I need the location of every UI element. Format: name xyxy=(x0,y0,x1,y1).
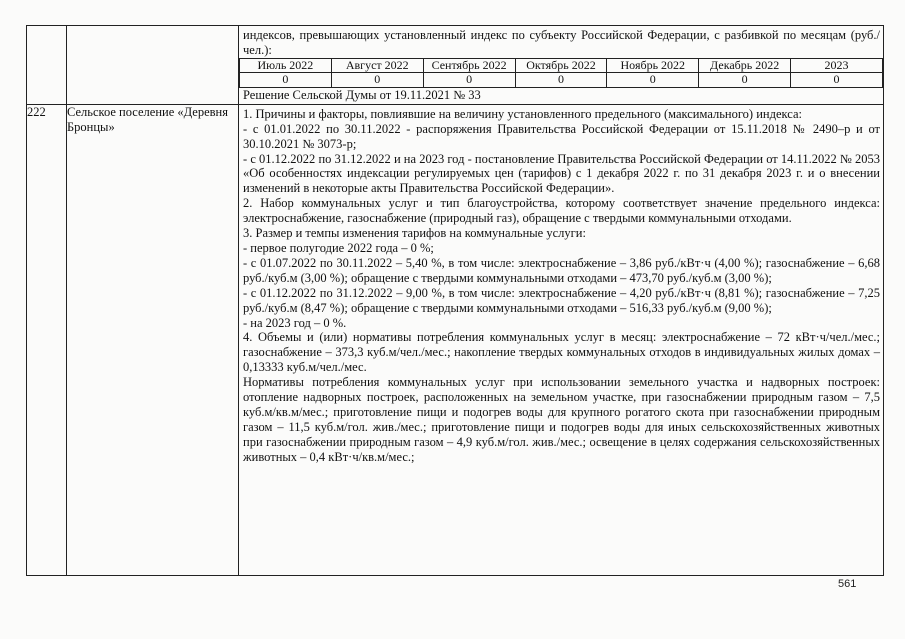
month-value: 0 xyxy=(515,73,607,88)
row-number-cell-empty xyxy=(27,26,67,105)
month-value: 0 xyxy=(699,73,791,88)
page-number: 561 xyxy=(838,578,857,590)
paragraph: - с 01.01.2022 по 30.11.2022 - распоряжения Правительства Российской Федерации от 15.11.2018 № 2490–р и от 30.10.2021 № 3073-р; xyxy=(243,121,880,151)
month-header: 2023 xyxy=(791,58,883,73)
settlement-name: Сельское поселение «Деревня Бронцы» xyxy=(67,104,239,575)
month-header: Ноябрь 2022 xyxy=(607,58,699,73)
document-table xyxy=(26,25,884,576)
month-header: Июль 2022 xyxy=(240,58,332,73)
months-table xyxy=(239,58,883,88)
month-value: 0 xyxy=(791,73,883,88)
month-header: Сентябрь 2022 xyxy=(423,58,515,73)
month-header: Декабрь 2022 xyxy=(699,58,791,73)
table-row-222 xyxy=(27,104,884,575)
paragraph: 2. Набор коммунальных услуг и тип благоустройства, которому соответствует значение предельного индекса: электроснабжение, газоснабжение (природный газ), обращение с твердыми коммунальными отходами. xyxy=(243,196,880,226)
month-value: 0 xyxy=(607,73,699,88)
content-cell xyxy=(239,26,884,105)
paragraph: 3. Размер и темпы изменения тарифов на коммунальные услуги: xyxy=(243,226,586,241)
paragraph: - на 2023 год – 0 %. xyxy=(243,315,347,330)
month-header: Октябрь 2022 xyxy=(515,58,607,73)
paragraph: Нормативы потребления коммунальных услуг при использовании земельного участка и надворных построек: отопление надворных построек, расположенных на земельном участке, при газоснабжении природным газом – 7,5 куб.м/кв.м/мес.; приготовление пищи и подогрев воды для крупного рогатого скота при газоснабжении природным газом – 11,5 куб.м/гол. жив./мес.; приготовление пищи и подогрев воды для иных сельскохозяйственных животных при газоснабжении природным газом – 4,9 куб.м/гол. жив./мес.; освещение в целях содержания сельскохозяйственных животных – 0,4 кВт·ч/кв.м/мес.; xyxy=(243,375,880,464)
paragraph: - с 01.07.2022 по 30.11.2022 – 5,40 %, в том числе: электроснабжение – 3,86 руб./кВт·ч (4,00 %); газоснабжение – 6,68 руб./куб.м (3,00 %); обращение с твердыми коммунальными отходами – 473,70 руб./куб.м (3,00 %); xyxy=(243,255,880,285)
month-value: 0 xyxy=(240,73,332,88)
paragraph: 1. Причины и факторы, повлиявшие на величину установленного предельного (максимального) индекса: xyxy=(243,106,802,121)
paragraph: - с 01.12.2022 по 31.12.2022 и на 2023 год - постановление Правительства Российской Федерации от 14.11.2022 № 2053 «Об особенностях индексации регулируемых цен (тарифов) с 1 декабря 2022 г. по 31 декабря 2023 г. и о внесении изменений в некоторые акты Правительства Российской Федерации». xyxy=(243,151,880,196)
months-values-row xyxy=(240,73,883,88)
month-value: 0 xyxy=(423,73,515,88)
table-row-previous xyxy=(27,26,884,105)
intro-text: индексов, превышающих установленный индекс по субъекту Российской Федерации, с разбивкой по месяцам (руб./чел.): xyxy=(243,28,880,57)
paragraph: - с 01.12.2022 по 31.12.2022 – 9,00 %, в том числе: электроснабжение – 4,20 руб./кВт·ч (8,81 %); газоснабжение – 7,25 руб./куб.м (8,47 %); обращение с твердыми коммунальными отходами – 516,33 руб./куб.м (9,00 %); xyxy=(243,285,880,315)
month-value: 0 xyxy=(331,73,423,88)
row-number: 222 xyxy=(27,104,67,575)
content-cell-222 xyxy=(239,104,884,575)
months-header-row xyxy=(240,58,883,73)
paragraph: - первое полугодие 2022 года – 0 %; xyxy=(243,240,434,255)
decision-reference: Решение Сельской Думы от 19.11.2021 № 33 xyxy=(243,87,481,102)
paragraph: 4. Объемы и (или) нормативы потребления коммунальных услуг в месяц: электроснабжение – 72 кВт·ч/чел./мес.; газоснабжение – 373,3 куб.м/чел./мес.; накопление твердых коммунальных отходов в индивидуальных жилых домах – 0,13333 куб.м/чел./мес. xyxy=(243,330,880,375)
settlement-cell-empty xyxy=(67,26,239,105)
month-header: Август 2022 xyxy=(331,58,423,73)
